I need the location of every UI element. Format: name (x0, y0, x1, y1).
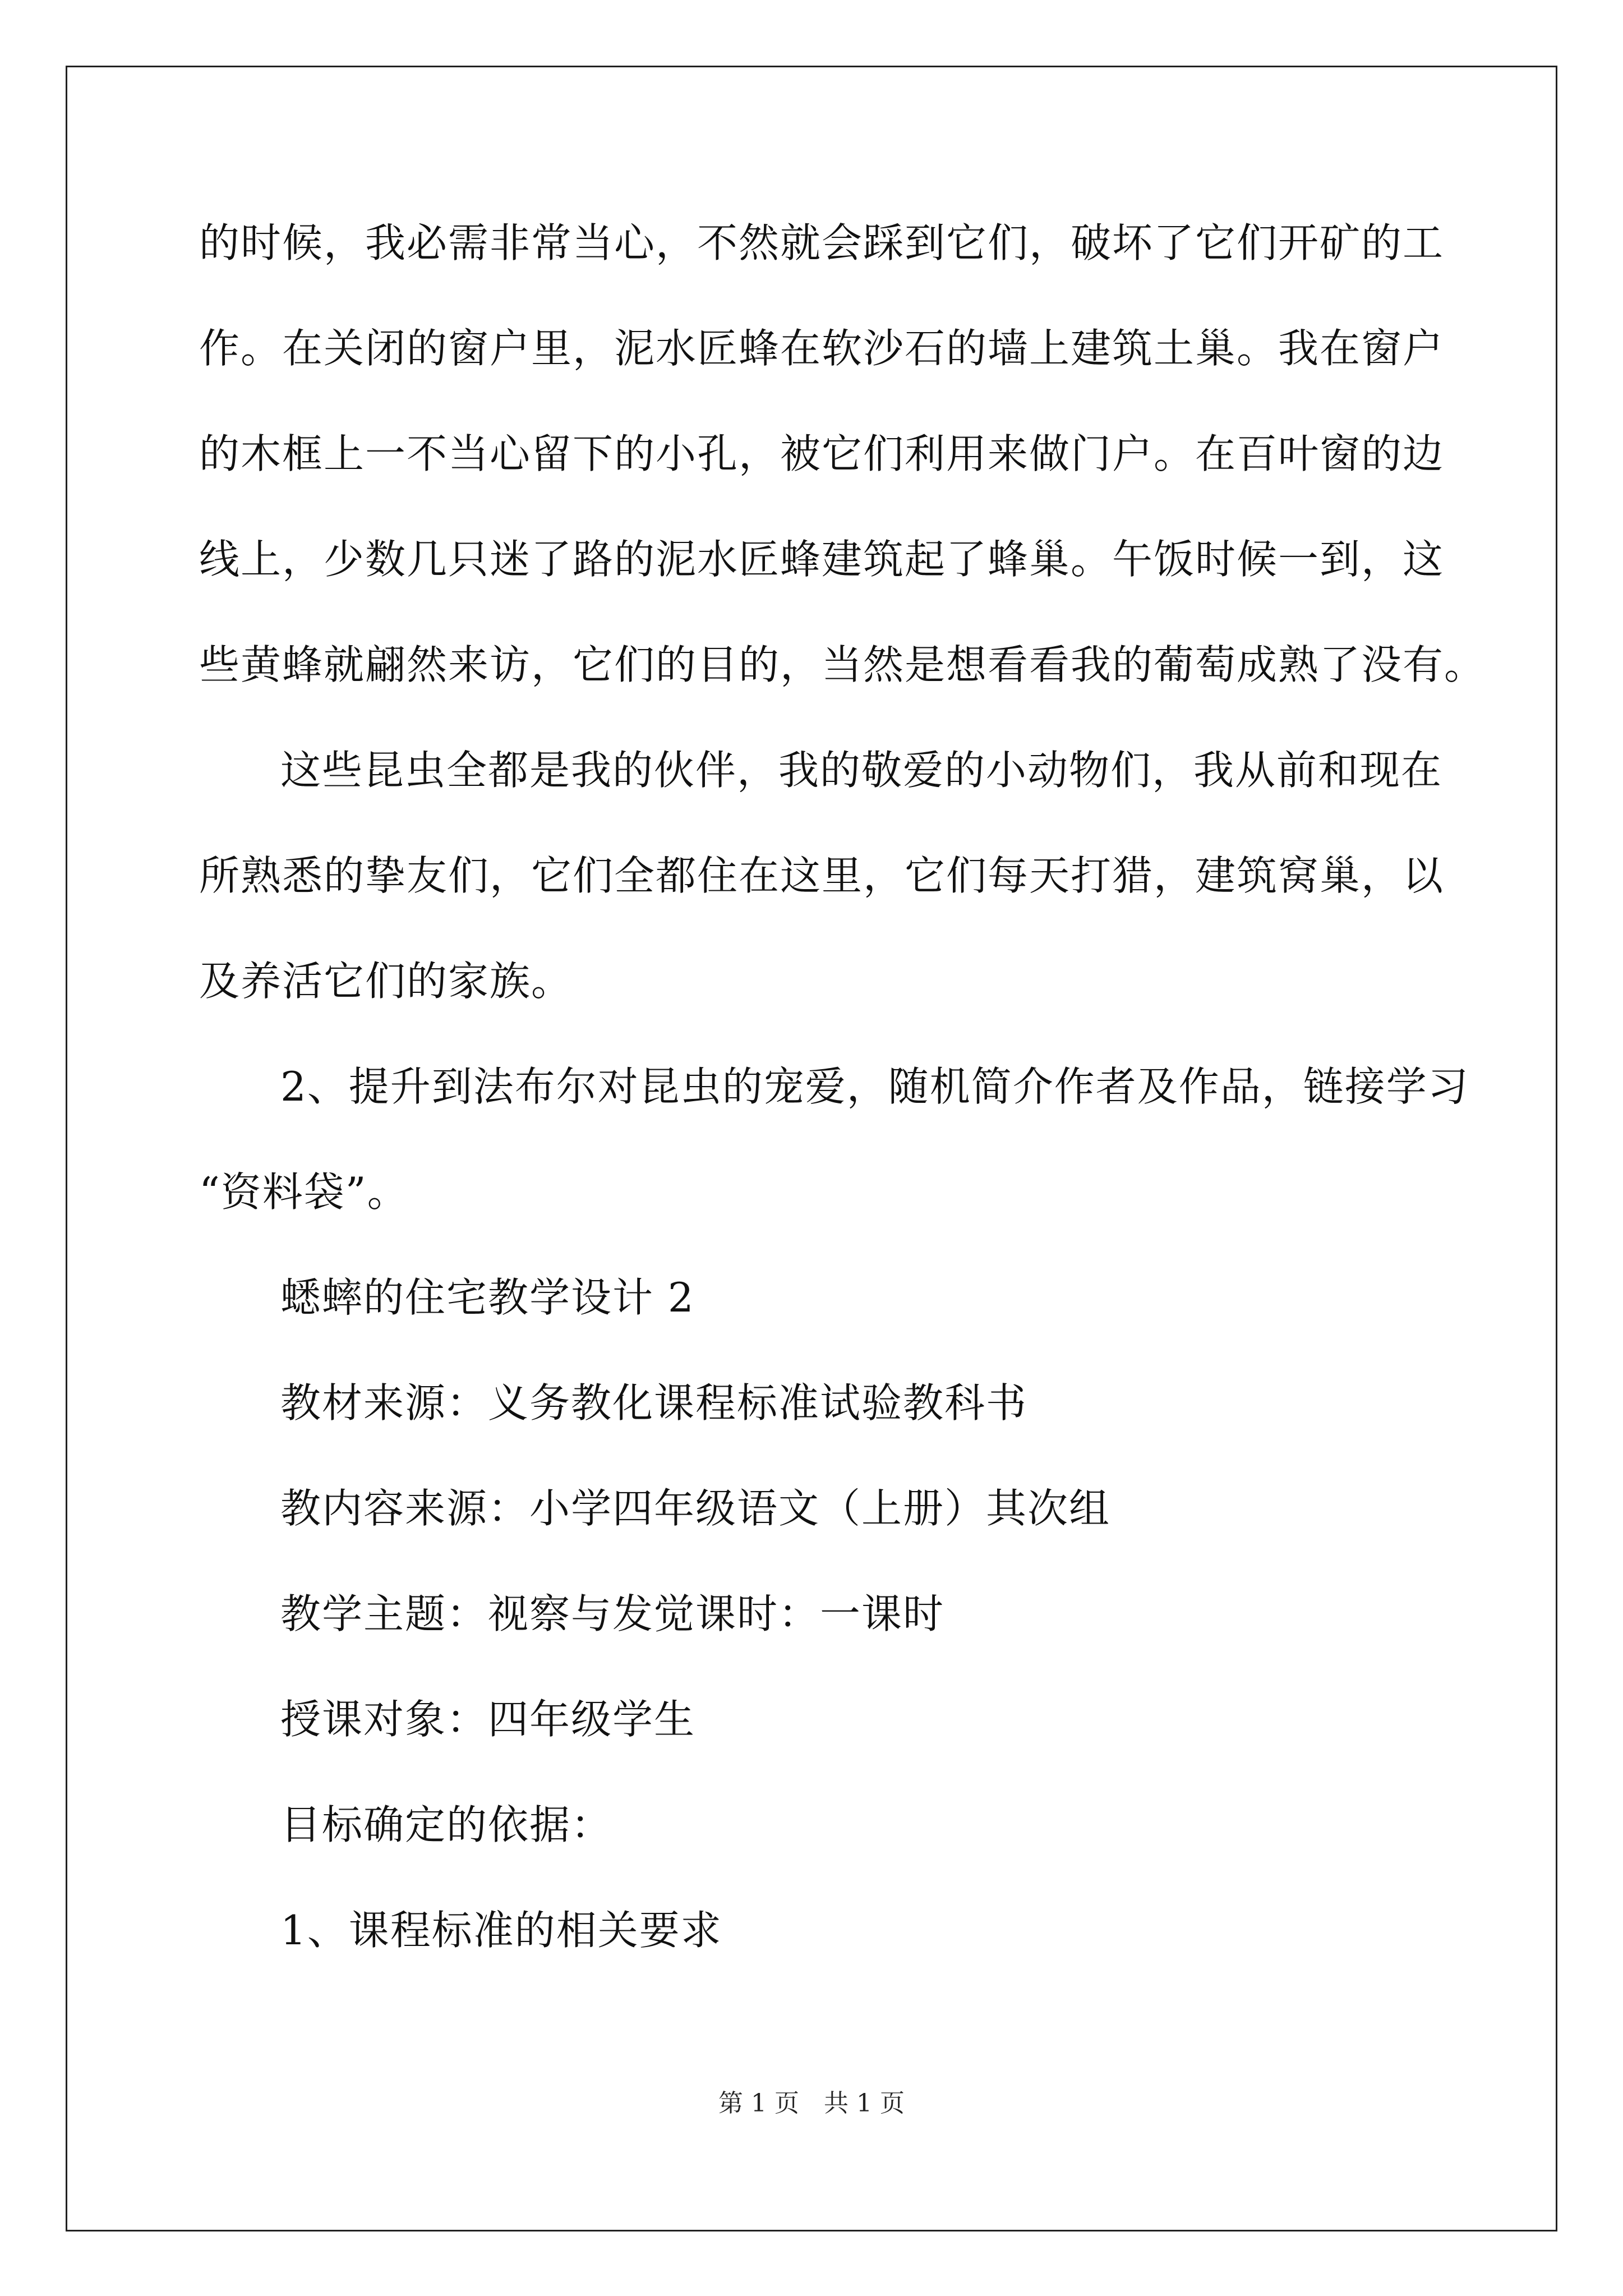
section-heading: 蟋蟀的住宅教学设计 2 (280, 1274, 695, 1321)
body-line: 教材来源：义务教化课程标准试验教科书 (280, 1379, 1028, 1427)
body-line: 授课对象：四年级学生 (280, 1696, 696, 1743)
body-line: 线上，少数几只迷了路的泥水匠蜂建筑起了蜂巢。午饭时候一到，这 (199, 536, 1445, 583)
body-line: 目标确定的依据： (280, 1801, 613, 1848)
body-line: 所熟悉的挚友们，它们全都住在这里，它们每天打猎，建筑窝巢，以 (199, 852, 1445, 899)
body-line: 1、课程标准的相关要求 (280, 1907, 722, 1954)
body-line: 及养活它们的家族。 (199, 958, 573, 1005)
body-line: 这些昆虫全都是我的伙伴，我的敬爱的小动物们，我从前和现在 (280, 747, 1443, 794)
body-line: 的木框上一不当心留下的小孔，被它们利用来做门户。在百叶窗的边 (199, 430, 1445, 477)
page-number: 第 1 页 共 1 页 (718, 2089, 905, 2118)
body-line: 教内容来源：小学四年级语文（上册）其次组 (280, 1485, 1111, 1532)
body-line: 2、提升到法布尔对昆虫的宠爱，随机简介作者及作品，链接学习 (280, 1063, 1469, 1110)
body-line: 的时候，我必需非常当心，不然就会踩到它们，破坏了它们开矿的工 (199, 219, 1445, 266)
body-line: 教学主题：视察与发觉课时：一课时 (280, 1590, 945, 1637)
body-line: “资料袋”。 (199, 1168, 409, 1216)
body-line: 些黄蜂就翩然来访，它们的目的，当然是想看看我的葡萄成熟了没有。 (199, 641, 1486, 688)
body-line: 作。在关闭的窗户里，泥水匠蜂在软沙石的墙上建筑土巢。我在窗户 (199, 325, 1445, 372)
